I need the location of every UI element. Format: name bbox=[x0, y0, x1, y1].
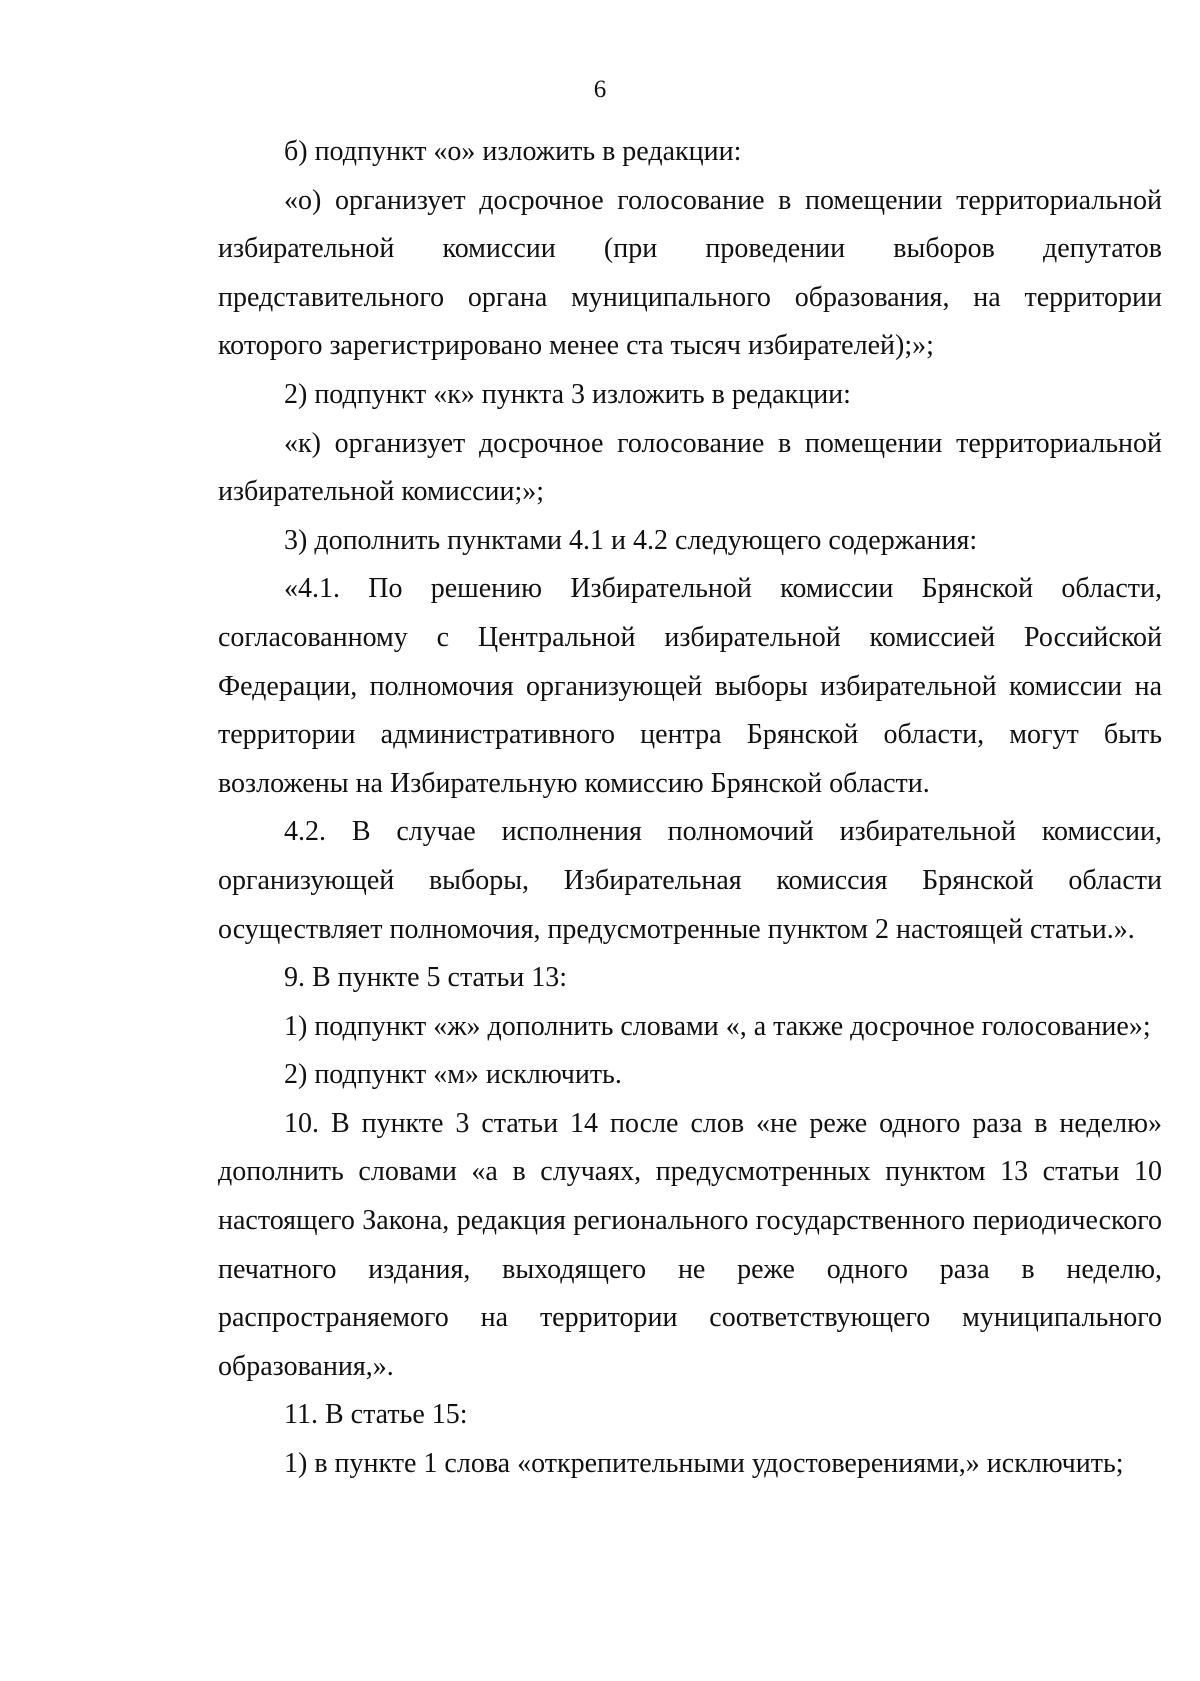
paragraph-item-3: 3) дополнить пунктами 4.1 и 4.2 следующего содержания: bbox=[284, 524, 978, 556]
page-number: 6 bbox=[593, 76, 607, 103]
paragraph-section-11-item-1: 1) в пункте 1 слова «открепительными удостоверениями,» исключить; bbox=[284, 1448, 1124, 1480]
paragraph-point-4-2: 4.2. В случае исполнения полномочий избирательной комиссии, организующей выборы, Избирательная комиссия Брянской области осуществляет полномочия, предусмотренные пунктом 2 настоящей статьи.». bbox=[218, 816, 1162, 945]
paragraph-item-2: 2) подпункт «к» пункта 3 изложить в редакции: bbox=[284, 378, 851, 410]
paragraph-subitem-o-text: «о) организует досрочное голосование в помещении территориальной избирательной комиссии (при проведении выборов депутатов представительного органа муниципального образования, на территории которого зарегистрировано менее ста тысяч избирателей);»; bbox=[218, 184, 1162, 362]
document-body bbox=[218, 128, 1162, 1489]
paragraph-section-11: 11. В статье 15: bbox=[284, 1399, 468, 1431]
paragraph-subitem-o-heading: б) подпункт «о» изложить в редакции: bbox=[284, 136, 742, 167]
paragraph-section-9: 9. В пункте 5 статьи 13: bbox=[284, 962, 568, 994]
paragraph-point-4-1: «4.1. По решению Избирательной комиссии Брянской области, согласованному с Центральной избирательной комиссией Российской Федерации, полномочия организующей выборы избирательной комиссии на территории административного центра Брянской области, могут быть возложены на Избирательную комиссию Брянской области. bbox=[218, 573, 1162, 799]
paragraph-section-9-item-1: 1) подпункт «ж» дополнить словами «, а также досрочное голосование»; bbox=[284, 1010, 1151, 1042]
paragraph-section-9-item-2: 2) подпункт «м» исключить. bbox=[284, 1059, 622, 1091]
paragraph-subitem-k-text: «к) организует досрочное голосование в помещении территориальной избирательной комиссии;»; bbox=[218, 427, 1162, 508]
paragraph-section-10: 10. В пункте 3 статьи 14 после слов «не реже одного раза в неделю» дополнить словами «а в случаях, предусмотренных пунктом 13 статьи 10 настоящего Закона, редакция регионального государственного периодического печатного издания, выходящего не реже одного раза в неделю, распространяемого на территории соответствующего муниципального образования,». bbox=[218, 1107, 1162, 1382]
